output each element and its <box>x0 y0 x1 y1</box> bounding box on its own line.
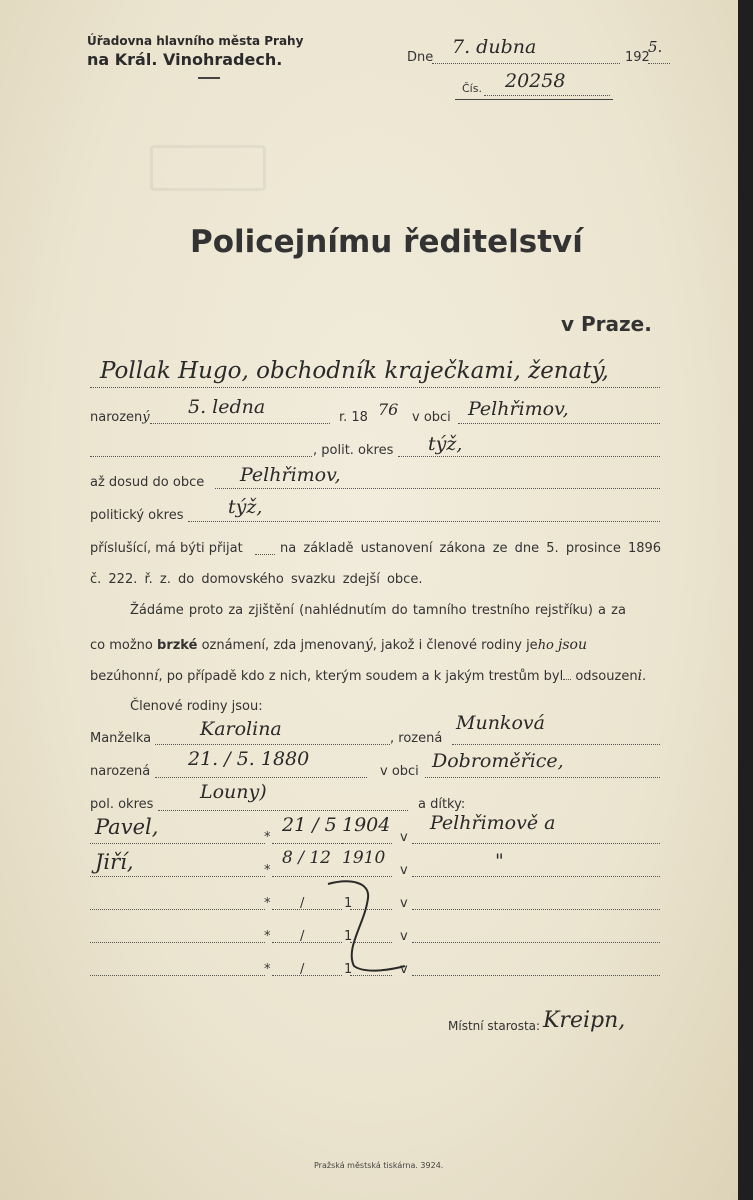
wife-muni-value: Dobroměřice, <box>432 750 564 772</box>
wife-district-line <box>158 810 408 811</box>
child-year: 1 <box>344 929 353 944</box>
number-label: Čís. <box>462 82 482 95</box>
wife-muni-label: v obci <box>380 764 419 779</box>
blank-line <box>90 456 312 457</box>
document-subtitle: v Praze. <box>561 312 652 336</box>
child-day-month: 8 / 12 <box>282 848 331 868</box>
year-label: 192 <box>625 50 650 65</box>
child-place: Pelhřimově a <box>430 812 556 834</box>
document-title: Policejnímu ředitelství <box>190 224 583 260</box>
district-line <box>398 456 660 457</box>
para2-c1: bezúhonn <box>90 669 154 684</box>
child-name: Pavel, <box>95 815 159 839</box>
child-v: v <box>400 830 408 845</box>
para1-a: příslušící, má býti přijat <box>90 541 243 556</box>
para2-b2: oznámení, zda jmenovan <box>201 638 365 653</box>
child-day-month: / <box>300 929 305 944</box>
para1-dots <box>255 554 275 555</box>
para2-b3: , jakož i členové rodiny je <box>372 638 538 653</box>
year-value: 5. <box>648 38 663 56</box>
printer-footer: Pražská městská tiskárna. 3924. <box>314 1161 444 1170</box>
office-line-1: Úřadovna hlavního města Prahy <box>87 34 304 48</box>
born-line <box>150 423 330 424</box>
until-label: až dosud do obce <box>90 475 205 490</box>
birth-year-value: 76 <box>378 400 399 419</box>
wife-district-label: pol. okres <box>90 797 154 812</box>
para2-c3: odsouzen <box>575 669 638 684</box>
child-v: v <box>400 863 408 878</box>
district-value: týž, <box>428 433 463 455</box>
child-star: * <box>264 863 271 878</box>
child-year: 1910 <box>342 848 386 868</box>
child-star: * <box>264 896 271 911</box>
child-day-month: / <box>300 896 305 911</box>
maiden-value: Munková <box>456 712 545 734</box>
child-star: * <box>264 830 271 845</box>
scan-edge <box>738 0 753 1200</box>
name-line <box>90 387 660 388</box>
pol-district-label: politický okres <box>90 508 184 523</box>
year-18-label: r. 18 <box>339 410 368 425</box>
office-line-2: na Král. Vinohradech. <box>87 50 283 69</box>
wife-name: Karolina <box>200 718 282 740</box>
child-year: 1 <box>344 962 353 977</box>
born-label-text: narozen <box>90 410 143 425</box>
para2-c: bezúhonní, po případě kdo z nich, kterým soudem a k jakým trestům byl odsouzeni. <box>90 668 647 684</box>
date-line <box>432 63 620 64</box>
year-line <box>648 63 670 64</box>
para2-hand3: jsou <box>558 637 588 653</box>
para2-hand2: ho <box>537 638 554 653</box>
wife-muni-line <box>425 777 660 778</box>
cross-out-mark <box>320 878 410 978</box>
born-value: 5. ledna <box>188 396 266 418</box>
child-star: * <box>264 929 271 944</box>
date-label: Dne <box>407 50 434 65</box>
date-value: 7. dubna <box>452 36 537 58</box>
municipality-line <box>458 423 660 424</box>
children-label: a dítky: <box>418 797 466 812</box>
child-day-month: / <box>300 962 305 977</box>
number-value: 20258 <box>505 70 566 92</box>
until-line <box>215 488 660 489</box>
signature-value: Kreipn, <box>543 1008 626 1033</box>
header-dash <box>198 77 220 79</box>
wife-born-line <box>155 777 367 778</box>
maiden-line <box>452 744 660 745</box>
child-star: * <box>264 962 271 977</box>
para2-c2: , po případě kdo z nich, kterým soudem a k jakým trestům byl <box>158 669 564 684</box>
para2-c-hand1: í <box>153 668 159 684</box>
born-label <box>90 410 150 425</box>
wife-born-value: 21. / 5. 1880 <box>188 748 310 770</box>
born-suffix: ý <box>142 410 150 425</box>
para2-c-hand2: i <box>637 668 643 684</box>
number-line <box>484 95 610 96</box>
para2-bold: brzké <box>157 638 198 653</box>
faded-stamp <box>150 145 266 191</box>
wife-line <box>155 744 390 745</box>
person-name-line: Pollak Hugo, obchodník kraječkami, ženatý, <box>100 358 609 384</box>
members-label: Členové rodiny jsou: <box>130 699 263 714</box>
municipality-label: v obci <box>412 410 451 425</box>
para2-a: Žádáme proto za zjištění (nahlédnutím do tamního trestního rejstříku) a za <box>130 603 626 618</box>
district-label: , polit. okres <box>313 443 394 458</box>
maiden-label: , rozená <box>390 731 443 746</box>
municipality-value: Pelhřimov, <box>468 398 569 420</box>
signature-label: Místní starosta: <box>448 1019 541 1033</box>
child-name: Jiří, <box>95 850 134 874</box>
child-year: 1904 <box>342 814 391 836</box>
child-year: 1 <box>344 896 353 911</box>
para2-b1: co možno <box>90 638 153 653</box>
pol-district-value: týž, <box>228 496 263 518</box>
wife-label: Manželka <box>90 731 152 746</box>
child-v: v <box>400 896 408 911</box>
number-rule <box>455 99 613 100</box>
pol-district-line <box>188 521 660 522</box>
until-value: Pelhřimov, <box>240 464 341 486</box>
para1-b: na základě ustanovení zákona ze dne 5. prosince 1896 <box>280 541 662 556</box>
child-v: v <box>400 929 408 944</box>
wife-district-value: Louny) <box>200 781 267 803</box>
wife-born-label: narozená <box>90 764 151 779</box>
child-place: " <box>495 850 504 872</box>
para1-c: č. 222. ř. z. do domovského svazku zdejší obce. <box>90 572 423 587</box>
child-v: v <box>400 962 408 977</box>
para2-hand1: ý <box>364 637 373 653</box>
child-day-month: 21 / 5 <box>282 814 337 836</box>
para2-b <box>90 637 587 653</box>
